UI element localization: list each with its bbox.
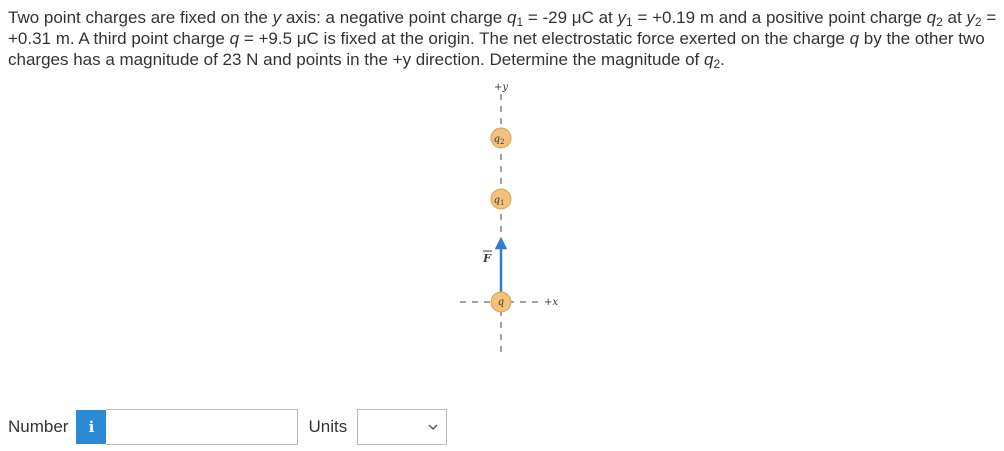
variable-q1: q <box>506 8 517 27</box>
problem-text: . <box>720 50 725 69</box>
problem-text: = +0.31 m. A third point charge <box>8 8 997 48</box>
problem-text: = +9.5 μC is fixed at the origin. The net electrostatic force exerted on the charge <box>239 29 850 48</box>
problem-text: = +0.19 m and a positive point charge <box>632 8 927 27</box>
units-dropdown[interactable] <box>357 409 447 445</box>
variable-q: q <box>849 29 860 48</box>
subscript: 2 <box>974 15 982 29</box>
charge-q-label: q <box>497 297 505 308</box>
charge-q1-label: $q_1$ <box>493 195 505 207</box>
subscript: 1 <box>626 15 633 29</box>
force-label: F <box>483 252 491 265</box>
number-input[interactable] <box>106 409 298 445</box>
problem-text: at <box>942 8 967 27</box>
variable-q: q <box>229 29 240 48</box>
subscript: 2 <box>936 15 943 29</box>
y-axis-label: +y <box>493 82 509 93</box>
variable-q2: q <box>926 8 937 27</box>
variable-q2: q <box>704 50 714 69</box>
units-label: Units <box>308 417 348 436</box>
subscript: 1 <box>516 15 524 29</box>
problem-text: axis: a negative point charge <box>281 8 507 27</box>
subscript: 2 <box>713 57 721 71</box>
problem-text: = -29 μC at <box>523 8 618 27</box>
variable-y1: y <box>617 8 627 27</box>
variable-y: y <box>272 8 282 27</box>
chevron-down-icon <box>428 423 438 431</box>
problem-text: Two point charges are fixed on the <box>8 8 273 27</box>
number-label: Number <box>8 417 69 436</box>
variable-y2: y <box>966 8 975 27</box>
charge-diagram <box>440 80 600 360</box>
problem-text: by the other two charges has a magnitude of 23 N and points in the +y direction. Determine the magnitude of <box>8 29 985 69</box>
info-icon: i <box>88 418 95 436</box>
charge-diagram-svg <box>440 80 600 360</box>
x-axis-label: +x <box>544 297 559 308</box>
info-button[interactable] <box>76 410 106 444</box>
charge-q2-label: $q_2$ <box>493 134 505 146</box>
problem-statement <box>8 7 1000 70</box>
answer-row <box>8 409 447 445</box>
